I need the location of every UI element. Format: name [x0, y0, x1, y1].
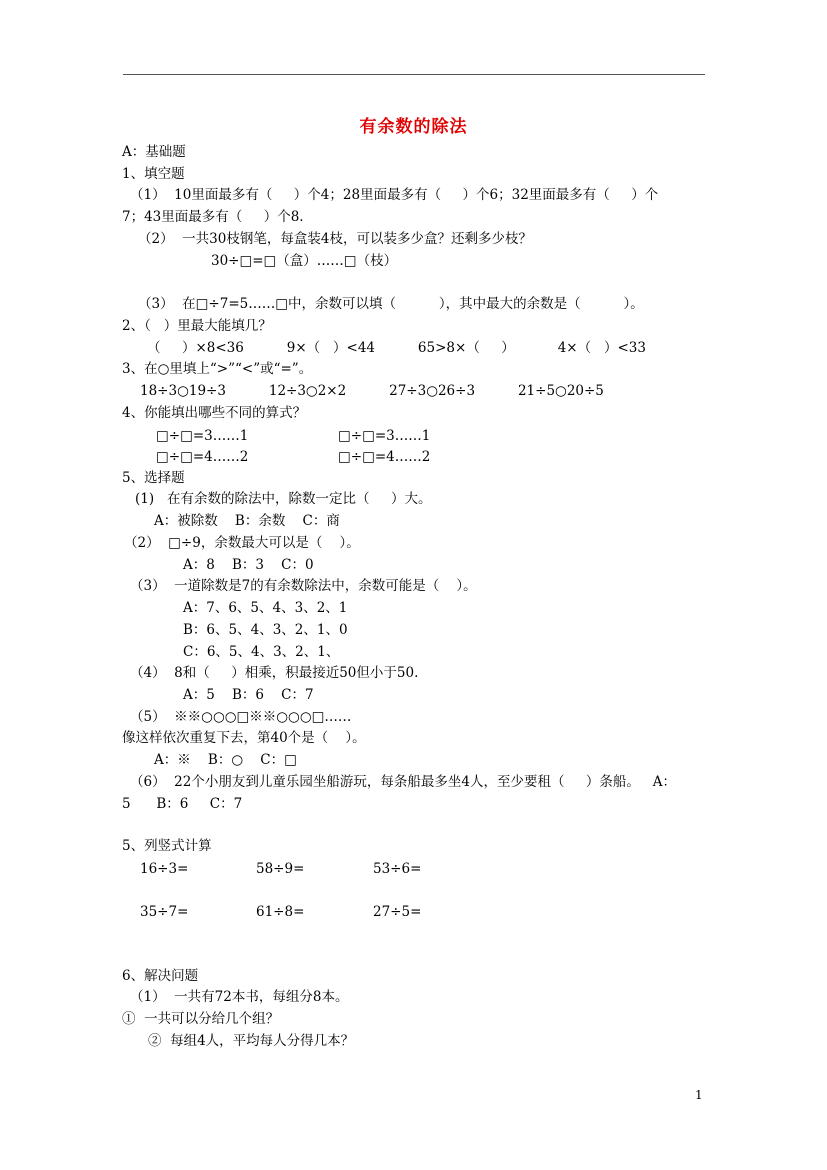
- text-line: 像这样依次重复下去，第40个是（ ）。: [122, 730, 366, 746]
- text-line: A：8 B：3 C：0: [183, 557, 314, 573]
- text-line: 30÷□=□（盒）……□（枝）: [211, 253, 398, 269]
- text-line: 7；43里面最多有（ ）个8.: [122, 209, 304, 225]
- text-line: 61÷8=: [256, 904, 305, 920]
- text-line: C：6、5、4、3、2、1、: [183, 644, 340, 660]
- page-title: 有余数的除法: [359, 117, 468, 137]
- text-line: A：被除数 B：余数 C：商: [154, 513, 340, 529]
- text-line: （ ）×8<36 9×（ ）<44 65>8×（ ） 4×（ ）<33: [147, 340, 646, 356]
- text-line: （1） 一共有72本书，每组分8本。: [130, 989, 349, 1005]
- text-line: 16÷3=: [140, 861, 189, 877]
- text-line: A：7、6、5、4、3、2、1: [183, 600, 348, 616]
- text-line: （3） 在□÷7=5……□中，余数可以填（ ），其中最大的余数是（ ）。: [138, 296, 644, 312]
- text-line: A：5 B：6 C：7: [183, 687, 314, 703]
- text-line: □÷□=3……1: [156, 428, 249, 444]
- text-line: （6） 22个小朋友到儿童乐园坐船游玩，每条船最多坐4人，至少要租（ ）条船。 A：: [130, 774, 677, 790]
- text-line: 5、列竖式计算: [122, 838, 212, 854]
- text-line: 27÷5=: [373, 904, 422, 920]
- text-line: □÷□=3……1: [338, 428, 431, 444]
- text-line: A：基础题: [122, 144, 186, 160]
- text-line: 18÷3○19÷3 12÷3○2×2 27÷3○26÷3 21÷5○20÷5: [140, 383, 604, 399]
- text-line: □÷□=4……2: [156, 449, 249, 465]
- text-line: ① 一共可以分给几个组？: [122, 1011, 280, 1027]
- text-line: 2、（ ）里最大能填几？: [122, 318, 272, 334]
- text-line: （2） □÷9，余数最大可以是（ ）。: [124, 535, 360, 551]
- text-line: 35÷7=: [140, 904, 189, 920]
- text-line: ② 每组4人，平均每人分得几本？: [148, 1033, 355, 1049]
- text-line: 4、你能填出哪些不同的算式？: [122, 405, 307, 421]
- text-line: B：6、5、4、3、2、1、0: [183, 622, 348, 638]
- text-line: 58÷9=: [256, 861, 305, 877]
- page-number: 1: [695, 1088, 703, 1102]
- text-line: （3） 一道除数是7的有余数除法中，余数可能是（ ）。: [130, 578, 477, 594]
- text-line: 3、在○里填上“>”“<”或“=”。: [122, 361, 313, 377]
- text-line: （4） 8和（ ）相乘，积最接近50但小于50.: [130, 665, 419, 681]
- text-line: (1) 在有余数的除法中，除数一定比（ ）大。: [135, 491, 432, 507]
- text-line: （1） 10里面最多有（ ）个4；28里面最多有（ ）个6；32里面最多有（ ）个: [130, 187, 659, 203]
- text-line: 1、填空题: [122, 166, 185, 182]
- text-line: □÷□=4……2: [338, 449, 431, 465]
- text-line: 6、解决问题: [122, 968, 199, 984]
- text-line: 53÷6=: [373, 861, 422, 877]
- text-line: （5） ※※○○○□※※○○○□……: [130, 709, 352, 725]
- text-line: 5 B：6 C：7: [122, 796, 243, 812]
- header-rule: [123, 74, 705, 75]
- text-line: A：※ B：○ C：□: [154, 752, 297, 768]
- text-line: （2） 一共30枝钢笔，每盒装4枝，可以装多少盒？还剩多少枝？: [138, 231, 532, 247]
- text-line: 5、选择题: [122, 470, 185, 486]
